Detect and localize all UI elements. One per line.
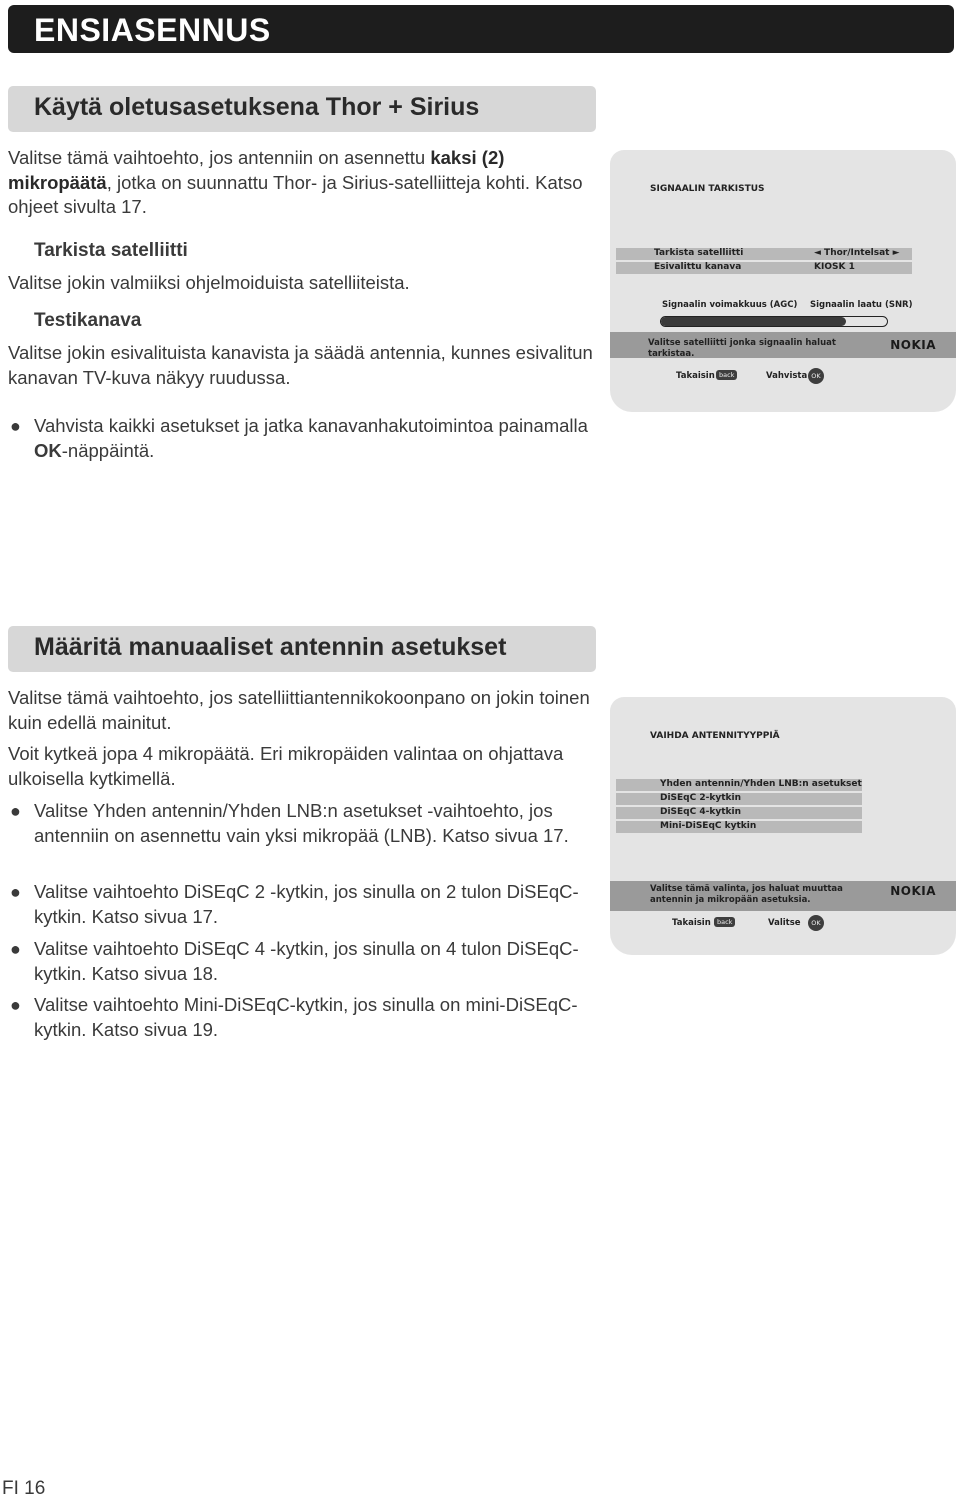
bullet-dot: ● <box>10 939 21 959</box>
option-diseqc2 <box>616 793 862 805</box>
bullet-text-end: -näppäintä. <box>61 439 155 461</box>
section-heading-thor-sirius <box>8 86 596 132</box>
subheading-testikanava: Testikanava <box>34 310 142 331</box>
back-label: Takaisin <box>672 918 711 928</box>
bullet-text: Valitse vaihtoehto DiSEqC 4 -kytkin, jos sinulla on 4 tulon DiSEqC-kytkin. Katso sivua 18. <box>34 938 579 984</box>
ok-key-icon: OK <box>808 915 824 931</box>
option-diseqc4 <box>616 807 862 819</box>
intro-bold: kaksi (2) mikropäätä <box>8 147 505 193</box>
screen-row-channel <box>616 262 912 274</box>
screen-row-satellite <box>616 248 912 260</box>
option-label: Yhden antennin/Yhden LNB:n asetukset <box>660 779 862 789</box>
row-value: KIOSK 1 <box>814 262 855 272</box>
section-heading-manual-antenna <box>8 626 596 672</box>
section1-intro <box>8 146 596 220</box>
bullet-dot: ● <box>10 801 21 821</box>
bullet-text: Valitse vaihtoehto DiSEqC 2 -kytkin, jos sinulla on 2 tulon DiSEqC-kytkin. Katso sivua 17. <box>34 881 579 927</box>
screen-title: SIGNAALIN TARKISTUS <box>650 184 765 194</box>
option-label: Mini-DiSEqC kytkin <box>660 821 757 831</box>
help-text: Valitse tämä valinta, jos haluat muuttaa antennin ja mikropään asetuksia. <box>650 884 843 905</box>
page-header-bar <box>8 5 954 53</box>
subheading-tarkista-satelliitti: Tarkista satelliitti <box>34 240 188 261</box>
section2-p1: Valitse tämä vaihtoehto, jos satelliittiantennikokoonpano on jokin toinen kuin edellä mainitut. <box>8 687 590 733</box>
sub1-text: Valitse jokin valmiiksi ohjelmoiduista satelliiteista. <box>8 272 410 293</box>
agc-meter-fill <box>661 317 846 326</box>
snr-label: Signaalin laatu (SNR) <box>810 300 913 310</box>
option-single-lnb <box>616 779 862 791</box>
bullet-text: Valitse Yhden antennin/Yhden LNB:n asetukset -vaihtoehto, jos antenniin on asennettu vain yksi mikropää (LNB). Katso sivua 17. <box>34 800 569 846</box>
back-key-icon: back <box>714 917 735 927</box>
bullet-dot: ● <box>10 882 21 902</box>
row-label: Tarkista satelliitti <box>654 248 744 258</box>
bullet-diseqc4 <box>8 937 596 986</box>
bullet-single-lnb <box>8 799 596 848</box>
option-mini-diseqc <box>616 821 862 833</box>
back-label: Takaisin <box>676 371 715 381</box>
agc-label: Signaalin voimakkuus (AGC) <box>662 300 798 310</box>
sub2-text: Valitse jokin esivalituista kanavista ja säädä antennia, kunnes esivalitun kanavan TV-kuva näkyy ruudussa. <box>8 342 593 388</box>
page-header-title: ENSIASENNUS <box>34 12 271 48</box>
page-number: FI 16 <box>2 1478 46 1499</box>
bullet-dot: ● <box>10 416 21 436</box>
tv-screen-signal-check <box>610 150 956 412</box>
bullet-dot: ● <box>10 995 21 1015</box>
agc-meter <box>660 316 888 327</box>
intro-text: Valitse tämä vaihtoehto, jos antenniin on asennettu <box>8 147 431 168</box>
screen-title: VAIHDA ANTENNITYYPPIÄ <box>650 731 780 741</box>
bullet-mini-diseqc <box>8 993 596 1042</box>
select-label: Valitse <box>768 918 801 928</box>
section2-p2: Voit kytkeä jopa 4 mikropäätä. Eri mikropäiden valintaa on ohjattava ulkoisella kytkimellä. <box>8 743 564 789</box>
option-label: DiSEqC 4-kytkin <box>660 807 741 817</box>
intro-text-end: , jotka on suunnattu Thor- ja Sirius-satelliitteja kohti. Katso ohjeet sivulta 17. <box>8 171 583 217</box>
bullet-confirm-ok <box>8 414 596 463</box>
section-title: Määritä manuaaliset antennin asetukset <box>34 633 507 661</box>
ok-key-label: OK <box>34 439 62 461</box>
confirm-label: Vahvista <box>766 371 808 381</box>
row-label: Esivalittu kanava <box>654 262 742 272</box>
row-value: ◄ Thor/Intelsat ► <box>814 248 900 258</box>
bullet-diseqc2 <box>8 880 596 929</box>
bullet-text: Vahvista kaikki asetukset ja jatka kanavanhakutoimintoa painamalla <box>34 415 588 436</box>
section-title: Käytä oletusasetuksena Thor + Sirius <box>34 93 480 121</box>
tv-screen-antenna-type <box>610 697 956 955</box>
back-key-icon: back <box>716 370 737 380</box>
ok-key-icon: OK <box>808 368 824 384</box>
bullet-text: Valitse vaihtoehto Mini-DiSEqC-kytkin, jos sinulla on mini-DiSEqC-kytkin. Katso sivua 19. <box>34 994 578 1040</box>
option-label: DiSEqC 2-kytkin <box>660 793 741 803</box>
nokia-logo: NOKIA <box>890 338 936 352</box>
help-text: Valitse satelliitti jonka signaalin haluat tarkistaa. <box>648 338 836 359</box>
nokia-logo: NOKIA <box>890 884 936 898</box>
